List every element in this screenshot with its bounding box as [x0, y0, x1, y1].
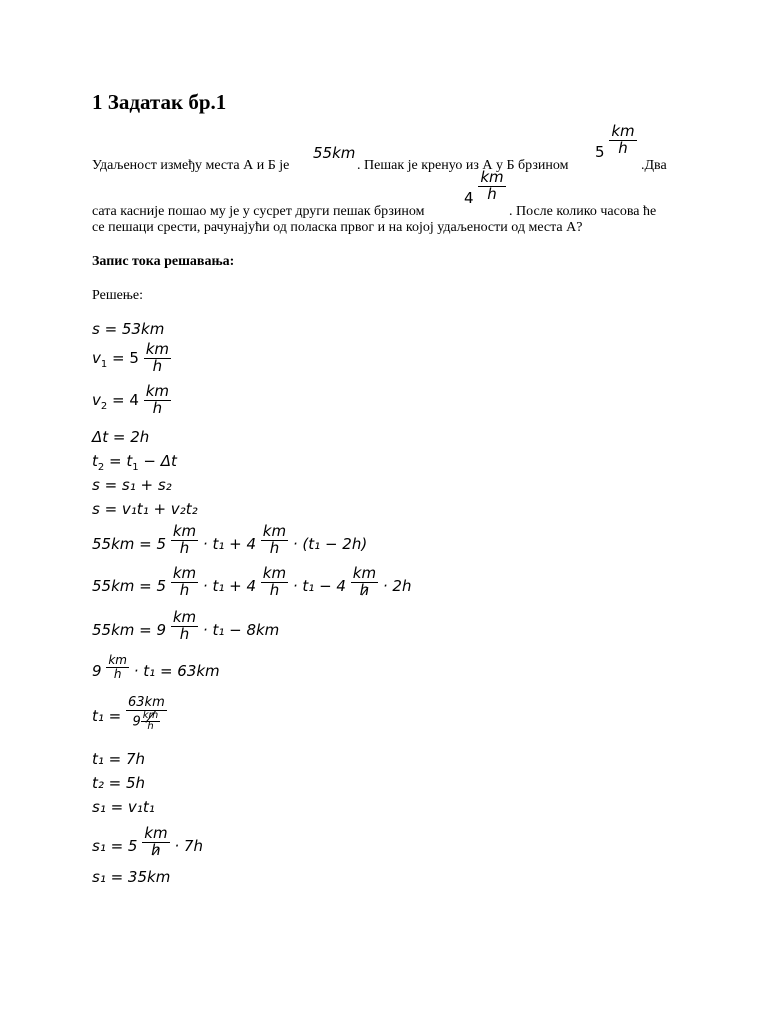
- problem-text-4: сата касније пошао му је у сусрет други пешак брзином: [92, 204, 425, 219]
- problem-text-6: се пешаци срести, рачунајући од поласка првог и на којој удаљености од места А?: [92, 220, 583, 235]
- step-s1: s₁ = v₁t₁: [92, 798, 155, 816]
- problem-text-1: Удаљеност између места А и Б је: [92, 158, 290, 173]
- speed-2: [464, 168, 506, 207]
- speed-2-value: 4: [464, 188, 474, 207]
- step-s: s = 53km: [92, 320, 165, 338]
- distance-value: 55km: [313, 144, 356, 162]
- problem-text-2: . Пешак је кренуо из А у Б брзином: [357, 158, 569, 173]
- step-line-16: s₁ = 5 $\frac{km}{h}$ · 7h: [92, 824, 203, 859]
- step-t2: $t_2 = t_1 - \Delta t$: [92, 452, 177, 473]
- step-line-11: 9 $\frac{km}{h}$ · t₁ = 63km: [92, 653, 220, 681]
- unit-fraction: $\frac{km}{h}$: [611, 122, 635, 157]
- unit-fraction: $\frac{km}{h}$: [480, 168, 504, 203]
- step-s1-result: s₁ = 35km: [92, 868, 171, 886]
- heading: 1 Задатак бр.1: [92, 90, 227, 114]
- speed-1-value: 5: [595, 142, 605, 161]
- step-s-sum: s = s₁ + s₂: [92, 476, 172, 494]
- step-line-10: 55km = 9 $\frac{km}{h}$ · t₁ − 8km: [92, 608, 280, 643]
- step-line-8: 55km = 5 $\frac{km}{h}$ · t₁ + 4 $\frac{km}{h}$ · (t₁ − 2h): [92, 522, 368, 557]
- step-dt: Δt = 2h: [92, 428, 150, 446]
- step-v2: $v_2 = 4$ $\frac{km}{h}$: [92, 382, 170, 417]
- step-t1: t₁ = 7h: [92, 750, 146, 768]
- step-t2-res: t₂ = 5h: [92, 774, 146, 792]
- problem-line-1: [92, 122, 290, 173]
- unit-fraction: $\frac{km}{h}$: [145, 382, 170, 417]
- step-v1: $v_1 = 5$ $\frac{km}{h}$: [92, 340, 170, 375]
- problem-text-3: .Два: [641, 158, 667, 173]
- problem-text-5: . После колико часова ће: [509, 204, 657, 219]
- unit-fraction: $\frac{km}{h}$: [145, 340, 170, 375]
- step-line-12: t₁ = 63km 9 $\frac{km}{h}$: [92, 695, 165, 733]
- solution-label: Решење:: [92, 288, 144, 303]
- step-line-9: 55km = 5 $\frac{km}{h}$ · t₁ + 4 $\frac{km}{h}$ · t₁ − 4 $\frac{km}{h}$ · 2h: [92, 564, 412, 599]
- process-label: Запис тока решавања:: [92, 254, 235, 269]
- speed-1: [595, 122, 637, 161]
- step-s-vt: s = v₁t₁ + v₂t₂: [92, 500, 198, 518]
